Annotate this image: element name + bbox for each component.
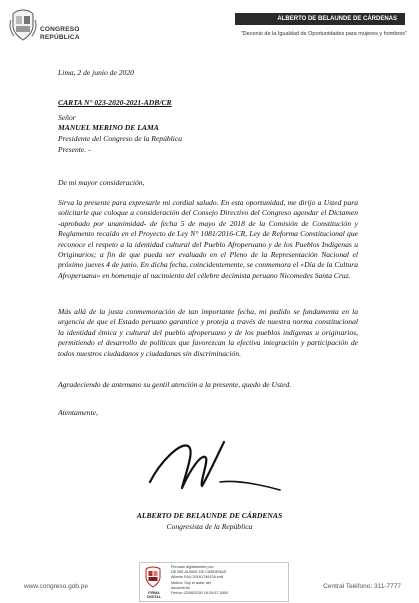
signature-line: Fecha: 02/06/2020 16:24:57-0500 <box>171 591 229 596</box>
signer-name: ALBERTO DE BELAUNDE DE CÁRDENAS <box>136 511 283 520</box>
digital-signature-details <box>171 565 288 596</box>
signature-line: Alberto FAU 20161749126 soft <box>171 575 223 580</box>
signature-line: DE BELAUNDE DE CARDENAS <box>171 570 227 575</box>
closing: Atentamente, <box>58 408 98 417</box>
addressee-present: Presente. - <box>58 145 91 154</box>
website-link[interactable]: www.congreso.gob.pe <box>24 583 88 590</box>
signature-line: Firmado digitalmente por: <box>171 565 215 569</box>
addressee-name: MANUEL MERINO DE LAMA <box>58 123 159 132</box>
decade-motto: "Decenio de la Igualdad de Oportunidades para mujeres y hombres" <box>240 31 407 37</box>
paragraph-3: Agradeciendo de antemano su gentil atención a la presente, quedo de Usted. <box>58 380 292 389</box>
paragraph-2: Más allá de la justa conmemoración de tan importante fecha, mi pedido se fundamenta en la urgencia de que el Estado peruano garantice y proteja a través de nuestra norma constitucional la identidad étnica y cultural del pueblo afroperuano y de los pueblos indígenas u originarios, permitiendo el desarrollo de políticas que favorezcan la efectiva integración y participación de todos nuestros ciudadanos y ciudadanas sin discriminación. <box>58 307 358 358</box>
signature-line: documento <box>171 585 190 590</box>
congressman-name-banner: ALBERTO DE BELAUNDE DE CÁRDENAS <box>235 13 405 25</box>
signature-line: Motivo: Soy el autor del <box>171 580 211 585</box>
organization-title: CONGRESO <box>40 26 80 33</box>
digital-signature-seal-icon <box>143 566 163 588</box>
addressee-role: Presidente del Congreso de la República <box>58 134 183 143</box>
organization-subtitle: REPÚBLICA <box>40 34 80 41</box>
digital-signature-box <box>139 562 289 602</box>
letter-reference: CARTA N° 023-2020-2021-ADB/CR <box>58 98 172 107</box>
congress-coat-of-arms-icon <box>8 8 38 42</box>
phone-number: Central Teléfono: 311-7777 <box>323 583 401 590</box>
signer-role: Congresista de la República <box>166 522 253 531</box>
handwritten-signature <box>140 432 290 498</box>
salutation-prefix: Señor <box>58 113 76 122</box>
paragraph-1: Sirva la presente para expresarle mi cordial saludo. En esta oportunidad, me dirijo a Usted para solicitarle que coloque a consideración del Consejo Directivo del Congreso agendar el Dictamen -aprobado por unanimidad- de fecha 5 de mayo de 2018 de la Comisión de Constitución y Reglamento recaído en el Proyecto de Ley N° 1081/2016-CR, Ley de Reforma Constitucional que reconoce el respeto a la identidad cultural del Pueblo Afroperuano y de los Pueblos Indígenas u Originarios; a fin de que pueda ser evaluado en el Pleno de la Representación Nacional el próximo jueves 4 de junio. En dicha fecha, coincidentemente, se conmemora el «Día de la Cultura Afroperuana» en homenaje al nacimiento del célebre decimista peruano Nicomedes Santa Cruz. <box>58 198 358 280</box>
digital-signature-label: FIRMA DIGITAL <box>146 591 162 599</box>
letter-date: Lima, 2 de junio de 2020 <box>58 68 134 77</box>
greeting: De mi mayor consideración, <box>58 178 145 187</box>
